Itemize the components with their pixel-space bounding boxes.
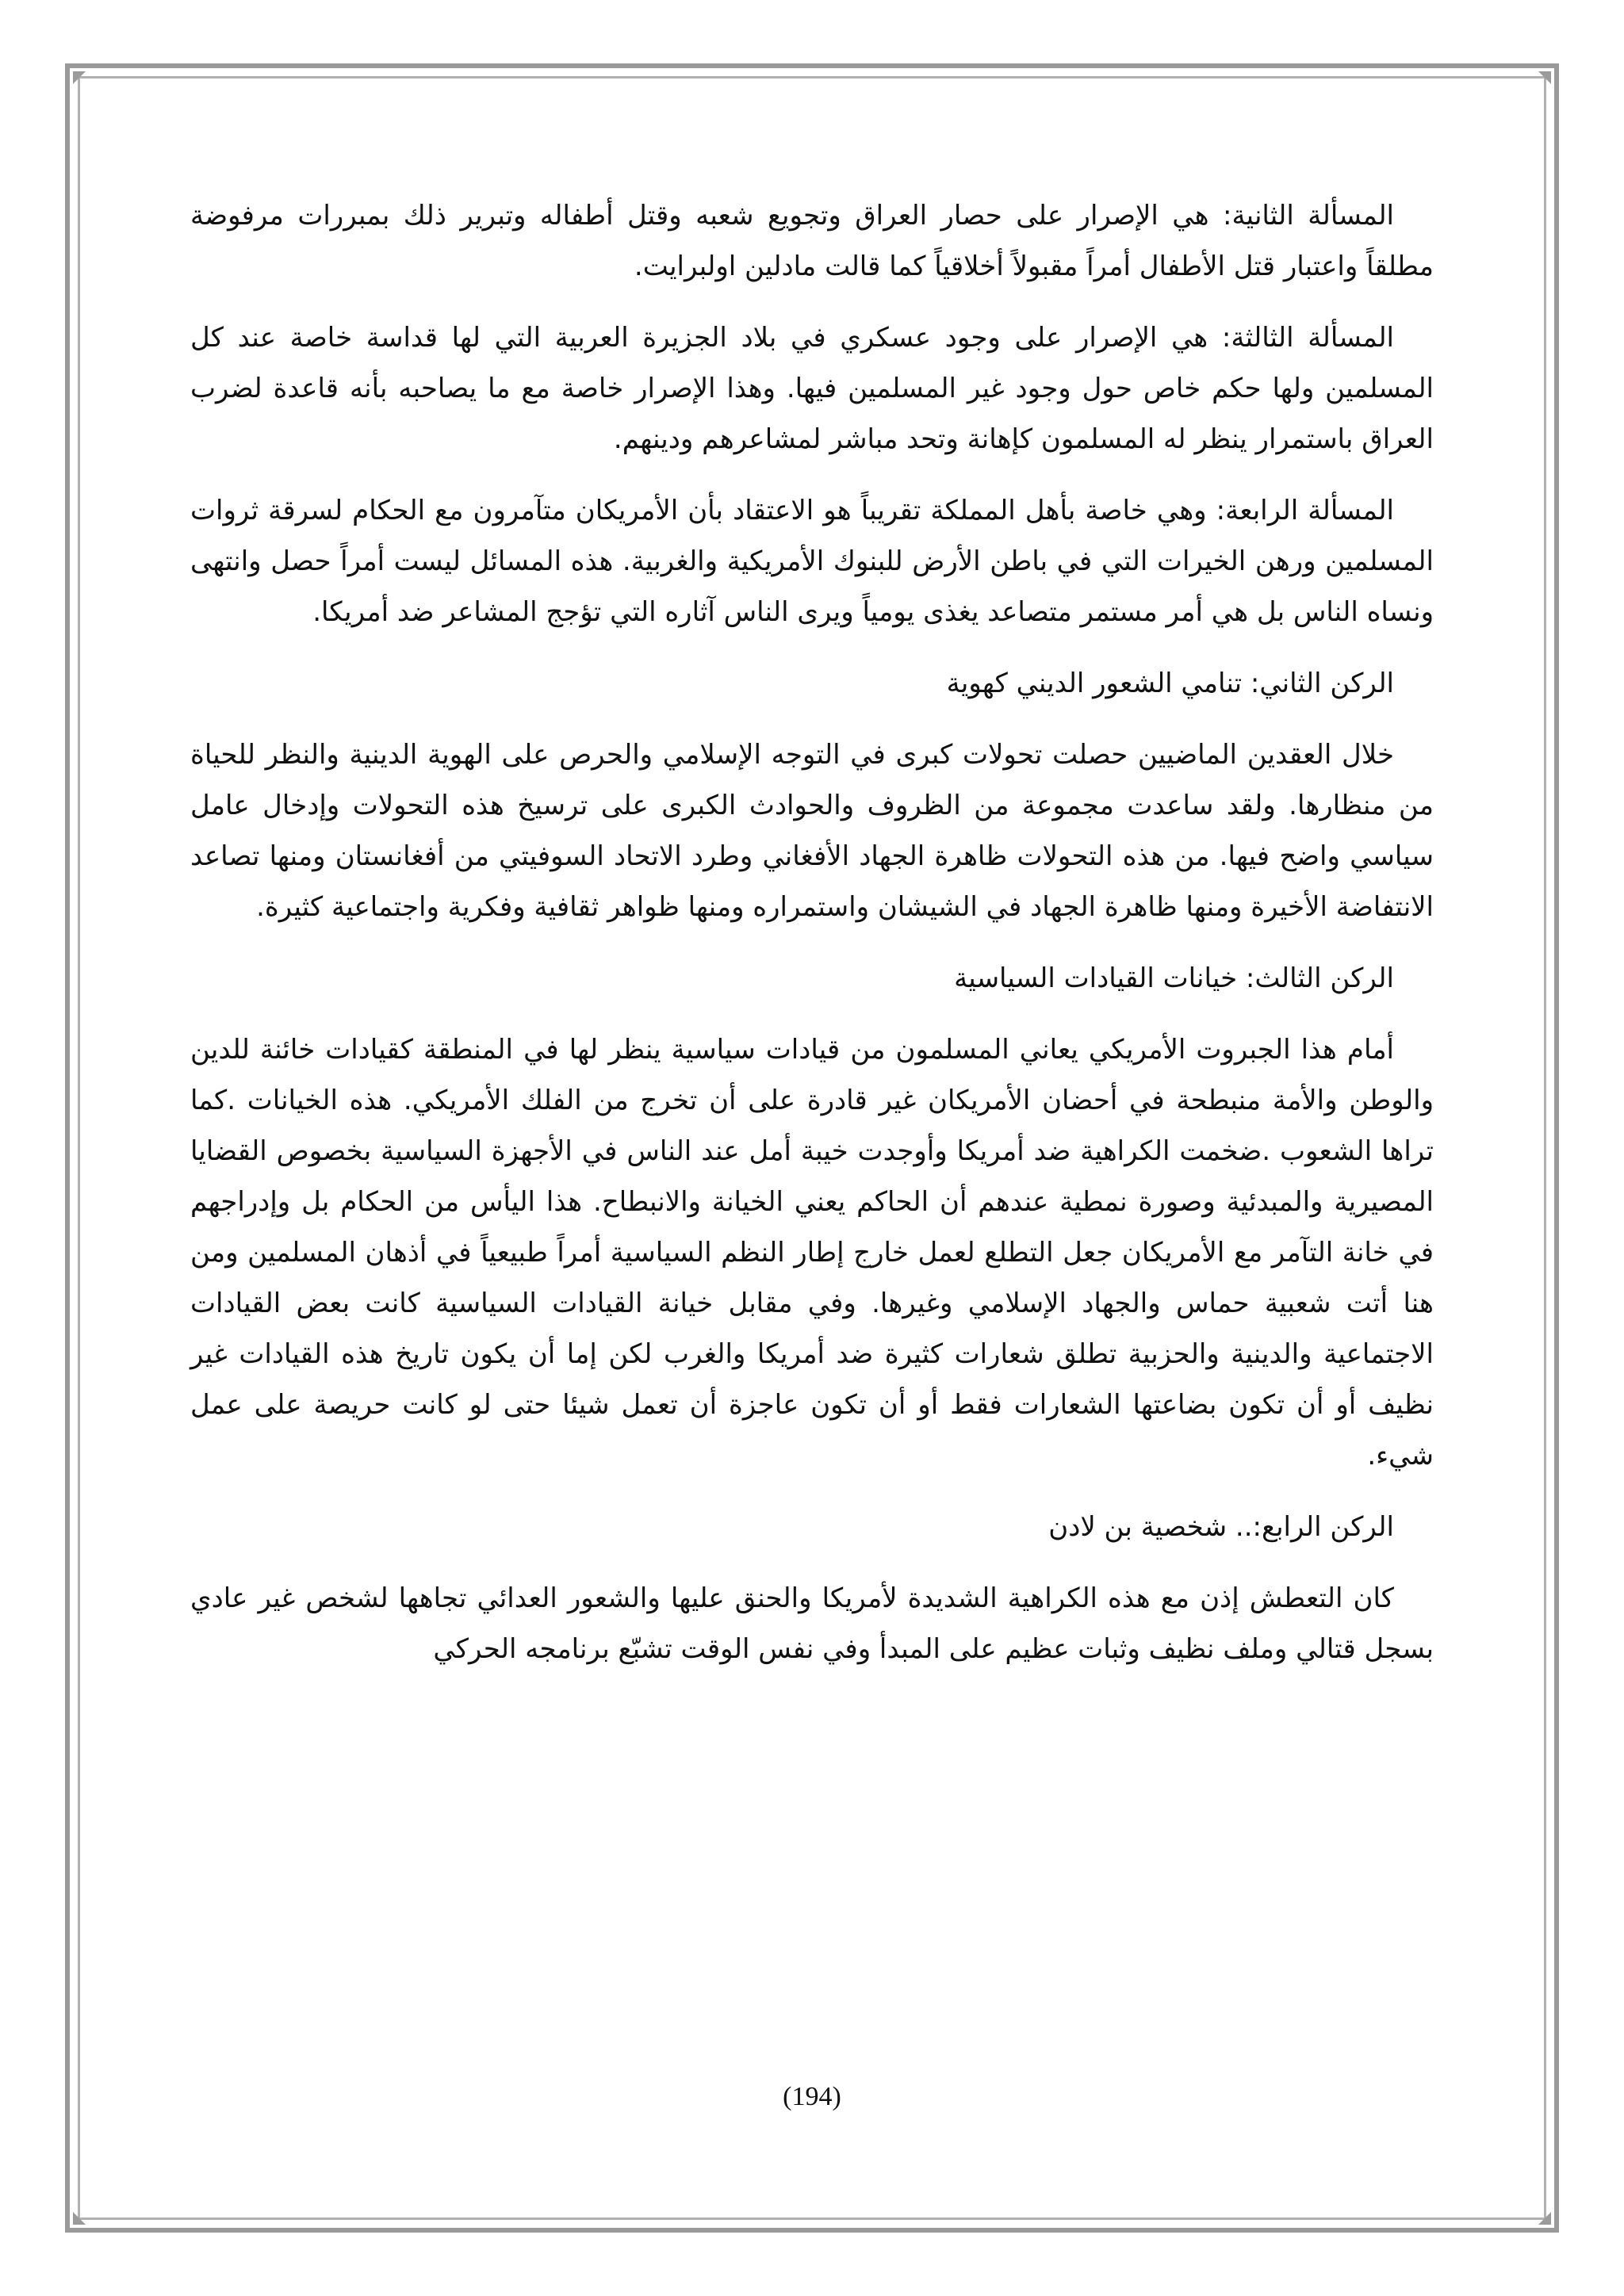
paragraph-issue-two: المسألة الثانية: هي الإصرار على حصار العراق وتجويع شعبه وقتل أطفاله وتبرير ذلك بمبررات مرفوضة مطلقاً واعتبار قتل الأطفال أمراً مقبولاً أخلاقياً كما قالت مادلين اولبرايت. — [190, 200, 1434, 282]
paragraph-pillar-two: خلال العقدين الماضيين حصلت تحولات كبرى في التوجه الإسلامي والحرص على الهوية الدينية والنظر للحياة من منظارها. ولقد ساعدت مجموعة من الظروف والحوادث الكبرى على ترسيخ هذه التحولات وإدخال عامل سياسي واضح فيها. من هذه التحولات ظاهرة الجهاد الأفغاني وطرد الاتحاد السوفيتي من أفغانستان ومنها تصاعد الانتفاضة الأخيرة ومنها ظاهرة الجهاد في الشيشان واستمراره ومنها ظواهر ثقافية وفكرية واجتماعية كثيرة. — [190, 739, 1434, 923]
corner-ornament-bottom-right — [1538, 2212, 1551, 2225]
corner-ornament-top-left — [73, 71, 86, 84]
section-heading-pillar-four: الركن الرابع:.. شخصية بن لادن — [1048, 1511, 1394, 1543]
page-number: (194) — [783, 2082, 841, 2111]
section-heading-pillar-three: الركن الثالث: خيانات القيادات السياسية — [954, 962, 1394, 994]
corner-ornament-bottom-left — [73, 2212, 86, 2225]
paragraph-pillar-three: أمام هذا الجبروت الأمريكي يعاني المسلمون من قيادات سياسية ينظر لها في المنطقة كقيادات خائنة للدين والوطن والأمة منبطحة في أحضان الأمريكان غير قادرة على أن تخرج من الفلك الأمريكي. هذه الخيانات .كما تراها الشعوب .ضخمت الكراهية ضد أمريكا وأوجدت خيبة أمل عند الناس في الأجهزة السياسية بخصوص القضايا المصيرية والمبدئية وصورة نمطية عندهم أن الحاكم يعني الخيانة والانبطاح. هذا اليأس من الحكام بل وإدراجهم في خانة التآمر مع الأمريكان جعل التطلع لعمل خارج إطار النظم السياسية أمراً طبيعياً في أذهان المسلمين ومن هنا أتت شعبية حماس والجهاد الإسلامي وغيرها. وفي مقابل خيانة القيادات السياسية كانت بعض القيادات الاجتماعية والدينية والحزبية تطلق شعارات كثيرة ضد أمريكا والغرب لكن إما أن يكون تاريخ هذه القيادات غير نظيف أو أن تكون بضاعتها الشعارات فقط أو أن تكون عاجزة أن تعمل شيئا حتى لو كانت حريصة على عمل شيء. — [190, 1034, 1434, 1471]
page-body — [190, 190, 1434, 1695]
paragraph-issue-four: المسألة الرابعة: وهي خاصة بأهل المملكة تقريباً هو الاعتقاد بأن الأمريكان متآمرون مع الحكام لسرقة ثروات المسلمين ورهن الخيرات التي في باطن الأرض للبنوك الأمريكية والغربية. هذه المسائل ليست أمراً حصل وانتهى ونساه الناس بل هي أمر مستمر متصاعد يغذى يومياً ويرى الناس آثاره التي تؤجج المشاعر ضد أمريكا. — [190, 495, 1434, 628]
paragraph-issue-three: المسألة الثالثة: هي الإصرار على وجود عسكري في بلاد الجزيرة العربية التي لها قداسة خاصة عند كل المسلمين ولها حكم خاص حول وجود غير المسلمين فيها. وهذا الإصرار خاصة مع ما يصاحبه بأنه قاعدة لضرب العراق باستمرار ينظر له المسلمون كإهانة وتحد مباشر لمشاعرهم ودينهم. — [190, 322, 1434, 455]
paragraph-pillar-four: كان التعطش إذن مع هذه الكراهية الشديدة لأمريكا والحنق عليها والشعور العدائي تجاهها لشخص غير عادي بسجل قتالي وملف نظيف وثبات عظيم على المبدأ وفي نفس الوقت تشبّع برنامجه الحركي — [190, 1582, 1434, 1665]
section-heading-pillar-two: الركن الثاني: تنامي الشعور الديني كهوية — [946, 668, 1394, 699]
corner-ornament-top-right — [1538, 71, 1551, 84]
